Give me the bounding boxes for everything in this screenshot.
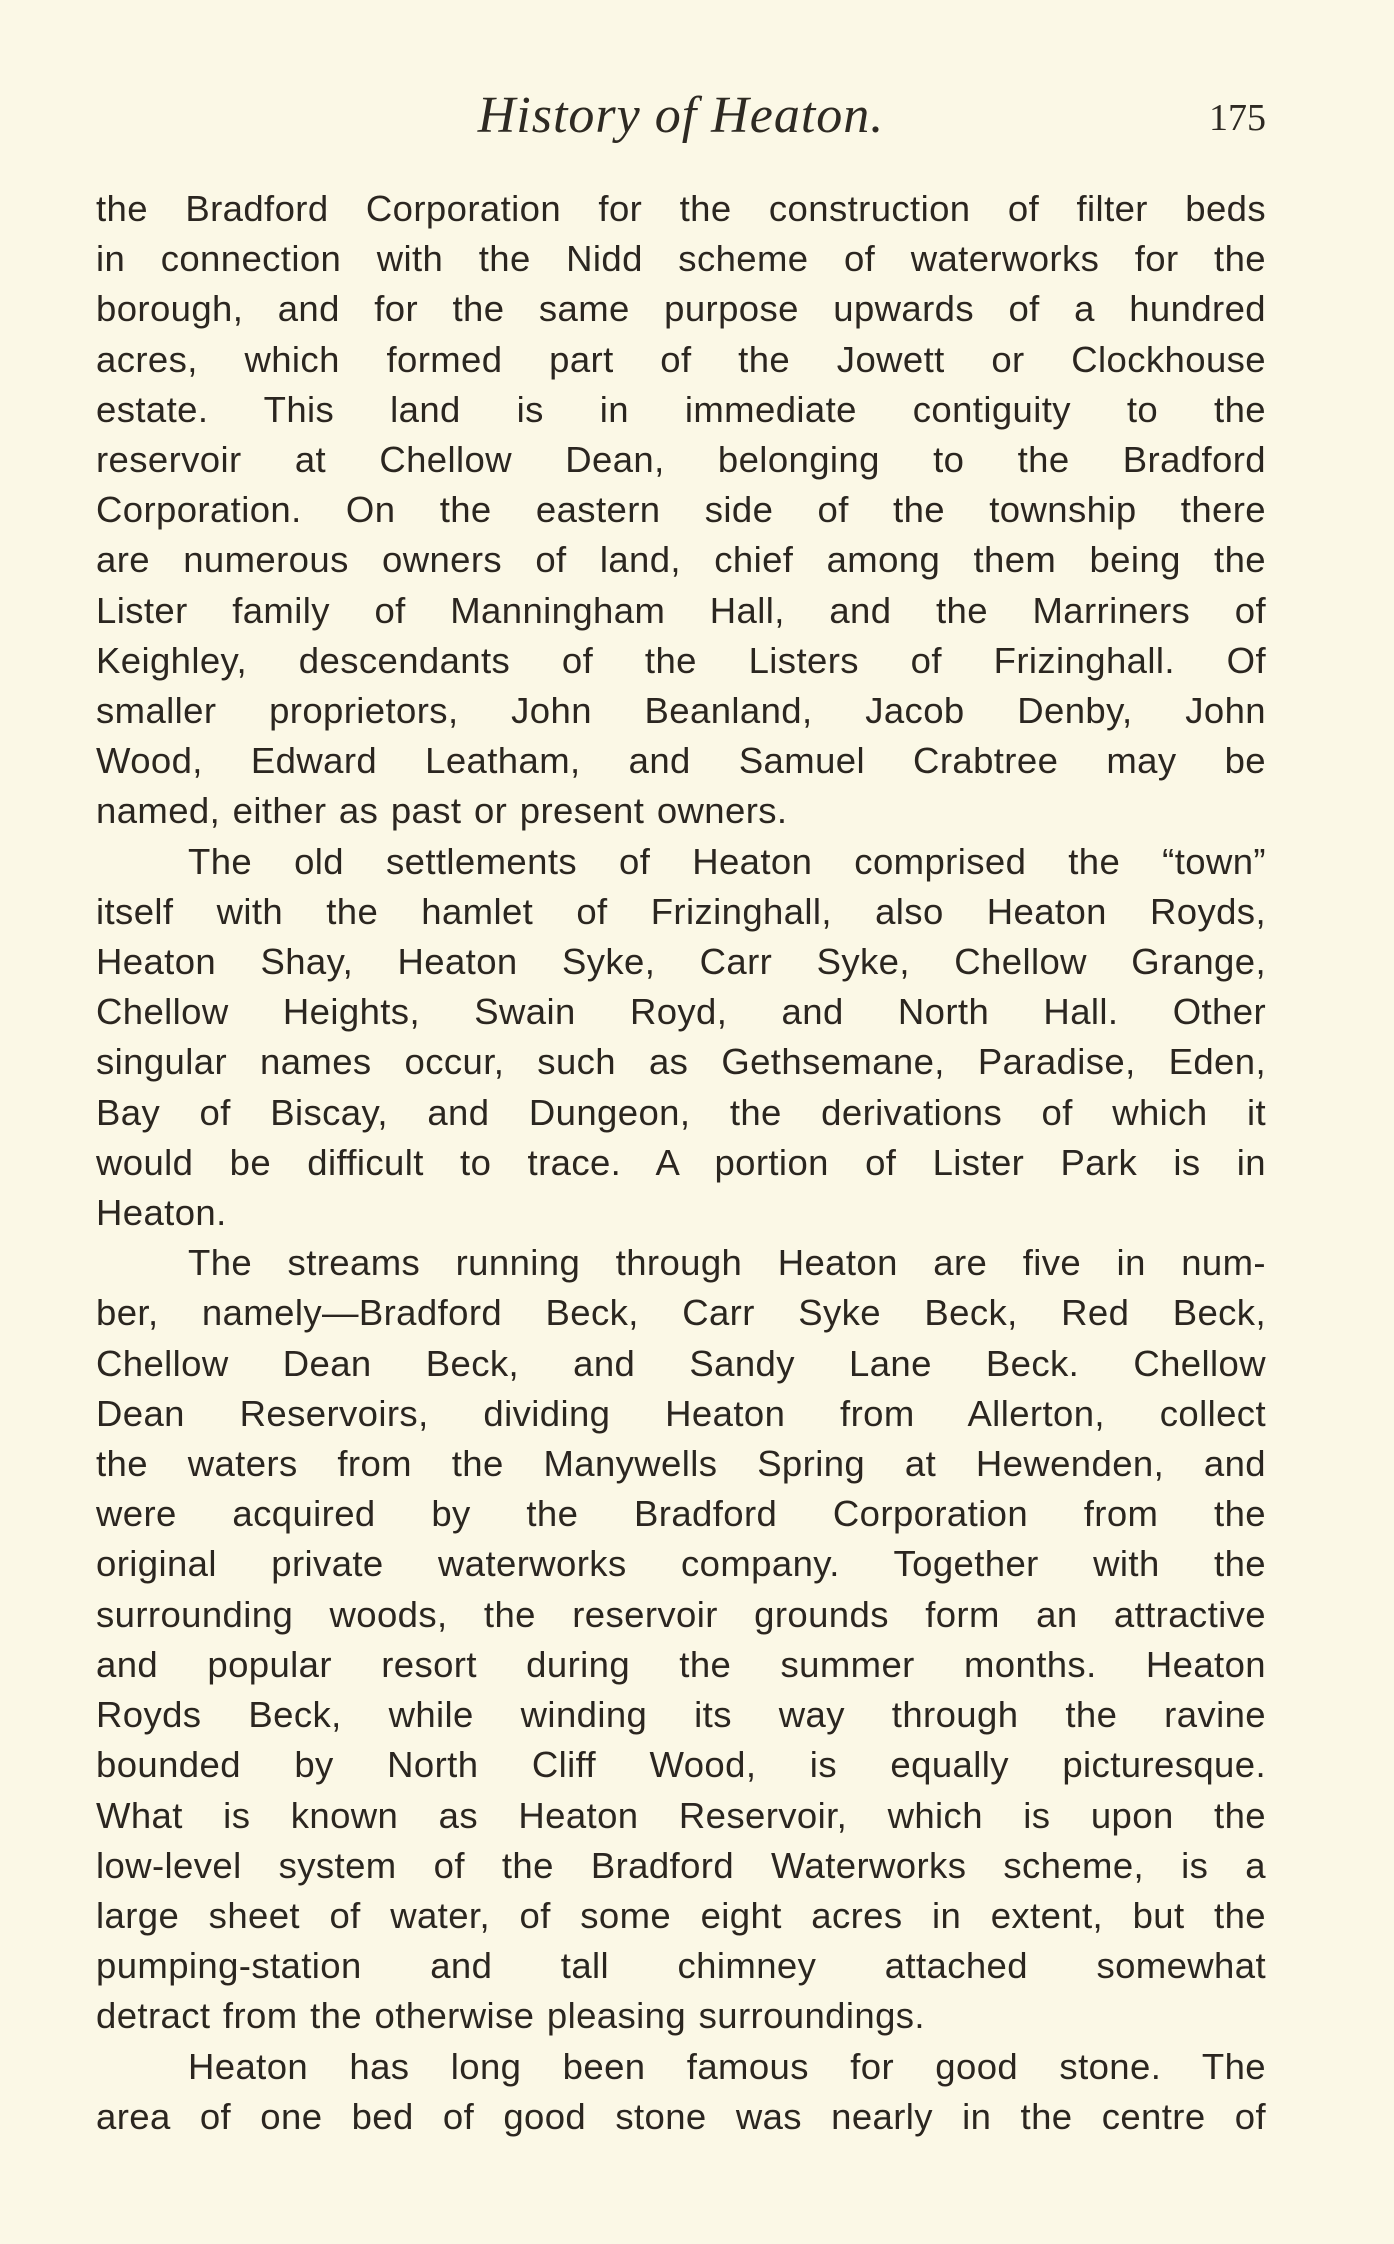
- text-line: and popular resort during the summer months. Heaton: [96, 1643, 1266, 1685]
- text-line: large sheet of water, of some eight acres in extent, but the: [96, 1894, 1266, 1936]
- text-line: the waters from the Manywells Spring at Hewenden, and: [96, 1443, 1266, 1485]
- text-line: Keighley, descendants of the Listers of Frizinghall. Of: [96, 639, 1266, 681]
- text-line: Lister family of Manningham Hall, and the Marriners of: [96, 589, 1266, 631]
- text-line: Wood, Edward Leatham, and Samuel Crabtree may be: [96, 740, 1266, 782]
- text-line: Chellow Dean Beck, and Sandy Lane Beck. Chellow: [96, 1342, 1266, 1384]
- text-line: The old settlements of Heaton comprised the “town”: [188, 840, 1266, 882]
- text-line: Royds Beck, while winding its way through the ravine: [96, 1694, 1266, 1736]
- text-line: pumping-station and tall chimney attached somewhat: [96, 1945, 1266, 1987]
- book-page: [96, 80, 1266, 2220]
- text-line: area of one bed of good stone was nearly in the centre of: [96, 2095, 1266, 2137]
- text-line: Corporation. On the eastern side of the township there: [96, 489, 1266, 531]
- text-line: reservoir at Chellow Dean, belonging to the Bradford: [96, 439, 1266, 481]
- text-line: in connection with the Nidd scheme of waterworks for the: [96, 238, 1266, 280]
- text-line: Heaton Shay, Heaton Syke, Carr Syke, Chellow Grange,: [96, 941, 1266, 983]
- text-line: were acquired by the Bradford Corporation from the: [96, 1493, 1266, 1535]
- text-line: bounded by North Cliff Wood, is equally picturesque.: [96, 1744, 1266, 1786]
- text-line: acres, which formed part of the Jowett or Clockhouse: [96, 338, 1266, 380]
- text-line: named, either as past or present owners.: [96, 790, 788, 832]
- text-line: Chellow Heights, Swain Royd, and North Hall. Other: [96, 991, 1266, 1033]
- text-line: Bay of Biscay, and Dungeon, the derivations of which it: [96, 1091, 1266, 1133]
- text-line: are numerous owners of land, chief among them being the: [96, 539, 1266, 581]
- text-line: itself with the hamlet of Frizinghall, also Heaton Royds,: [96, 890, 1266, 932]
- text-line: Dean Reservoirs, dividing Heaton from Allerton, collect: [96, 1392, 1266, 1434]
- text-line: borough, and for the same purpose upwards of a hundred: [96, 288, 1266, 330]
- text-line: The streams running through Heaton are five in num-: [188, 1242, 1266, 1284]
- text-line: singular names occur, such as Gethsemane, Paradise, Eden,: [96, 1041, 1266, 1083]
- text-line: original private waterworks company. Together with the: [96, 1543, 1266, 1585]
- page-number: 175: [1209, 97, 1266, 139]
- text-line: What is known as Heaton Reservoir, which is upon the: [96, 1794, 1266, 1836]
- text-line: estate. This land is in immediate contiguity to the: [96, 388, 1266, 430]
- running-title: History of Heaton.: [477, 87, 885, 144]
- running-head: [96, 80, 1266, 160]
- text-line: Heaton has long been famous for good stone. The: [188, 2045, 1266, 2087]
- text-line: Heaton.: [96, 1192, 227, 1234]
- text-line: detract from the otherwise pleasing surroundings.: [96, 1995, 925, 2037]
- text-line: the Bradford Corporation for the construction of filter beds: [96, 188, 1266, 229]
- text-line: low-level system of the Bradford Waterworks scheme, is a: [96, 1844, 1266, 1886]
- text-line: ber, namely—Bradford Beck, Carr Syke Beck, Red Beck,: [96, 1292, 1266, 1334]
- text-line: would be difficult to trace. A portion of Lister Park is in: [96, 1141, 1266, 1183]
- text-line: surrounding woods, the reservoir grounds form an attractive: [96, 1593, 1266, 1635]
- text-block: [96, 184, 1266, 2142]
- text-line: smaller proprietors, John Beanland, Jacob Denby, John: [96, 690, 1266, 732]
- body-text: [96, 184, 1266, 2142]
